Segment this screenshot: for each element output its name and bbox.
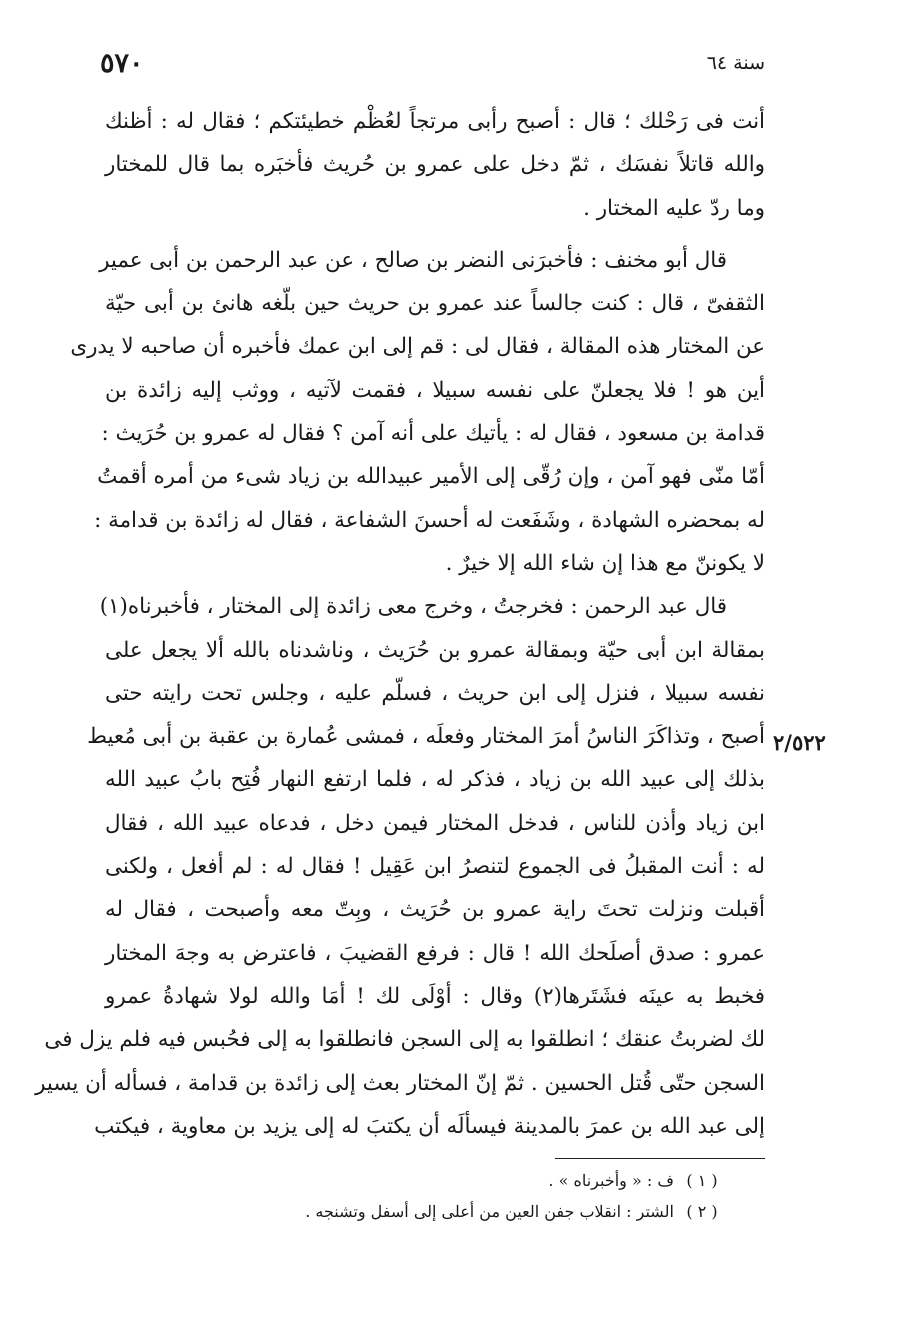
- footnote-2: [105, 1196, 725, 1227]
- text-line: الثقفىّ ، قال : كنت جالساً عند عمرو بن حريث حين بلّغه هانئ بن أبى حيّة: [105, 291, 765, 317]
- paragraph-3: [35, 585, 765, 1148]
- text-line: قدامة بن مسعود ، فقال له : يأتيك على أنه آمن ؟ فقال له عمرو بن حُرَيث :: [101, 421, 765, 447]
- text-line: ابن زياد وأذن للناس ، فدخل المختار فيمن دخل ، فدعاه عبيد الله ، فقال: [105, 810, 765, 836]
- text-line: أنت فى رَحْلك ؛ قال : أصبح رأبى مرتجاً لعُظْم خطيئتكم ؛ فقال له : أظنك: [105, 109, 765, 134]
- footnote-text: الشتر : انقلاب جفن العين من أعلى إلى أسفل وتشنجه .: [305, 1202, 674, 1221]
- text-line: أقبلت ونزلت تحتَ راية عمرو بن حُرَيث ، وبِتّ معه وأصبحت ، فقال له: [105, 897, 765, 923]
- text-line: أين هو ! فلا يجعلنّ على نفسه سبيلا ، فقمت لآتيه ، ووثب إليه زائدة بن: [105, 377, 765, 403]
- text-line: السجن حتّى قُتل الحسين . ثمّ إنّ المختار بعث إلى زائدة بن قدامة ، فسأله أن يسير: [35, 1070, 765, 1096]
- text-line: أمّا منّى فهو آمن ، وإن رُقّى إلى الأمير عبيدالله بن زياد شىء من أمره أقمتُ: [97, 464, 765, 490]
- text-line: لا يكوننّ مع هذا إن شاء الله إلا خيرٌ .: [445, 550, 765, 576]
- text-line: فخبط به عينَه فشَتَرها(٢) وقال : أوْلَى لك ! أمَا والله لولا شهادةُ عمرو: [105, 983, 765, 1009]
- text-line: قال عبد الرحمن : فخرجتُ ، وخرج معى زائدة إلى المختار ، فأخبرناه(١): [99, 594, 727, 620]
- text-line: بمقالة ابن أبى حيّة وبمقالة عمرو بن حُرَيث ، وناشدناه بالله ألا يجعل على: [105, 637, 765, 663]
- footnote-text: ف : « وأخبرناه » .: [548, 1171, 674, 1190]
- running-header: [100, 48, 765, 84]
- text-line: عن المختار هذه المقالة ، فقال لى : قم إلى ابن عمك فأخبره أن صاحبه لا يدرى: [70, 334, 765, 360]
- page-number: ٥٧٠: [100, 48, 144, 79]
- text-line: نفسه سبيلا ، فنزل إلى ابن حريث ، فسلّم عليه ، وجلس تحت رايته حتى: [105, 680, 765, 706]
- text-line: والله قاتلاً نفسَك ، ثمّ دخل على عمرو بن حُريث فأخبَره بما قال للمختار: [105, 152, 765, 178]
- paragraph-1: [105, 100, 765, 230]
- text-line: بذلك إلى عبيد الله بن زياد ، فذكر له ، فلما ارتفع النهار فُتِح بابُ عبيد الله: [105, 767, 765, 793]
- footnote-divider: [555, 1158, 765, 1159]
- footnote-number: ( ١ ): [686, 1171, 718, 1190]
- text-line: له : أنت المقبلُ فى الجموع لتنصرُ ابن عَقِيل ! فقال له : لم أفعل ، ولكنى: [105, 854, 765, 880]
- text-line: أصبح ، وتذاكَرَ الناسُ أمرَ المختار وفعلَه ، فمشى عُمارة بن عقبة بن أبى مُعيط: [87, 724, 765, 750]
- running-title-year: سنة ٦٤: [706, 52, 765, 74]
- footnote-1: [105, 1165, 725, 1196]
- text-line: لك لضربتُ عنقك ؛ انطلقوا به إلى السجن فانطلقوا به إلى فحُبس فيه فلم يزل فى: [44, 1027, 765, 1053]
- footnote-number: ( ٢ ): [686, 1202, 718, 1221]
- text-line: قال أبو مخنف : فأخبرَنى النضر بن صالح ، عن عبد الرحمن بن أبى عمير: [99, 247, 727, 273]
- main-text: [35, 100, 765, 1148]
- text-line: عمرو : صدق أصلَحك الله ! قال : فرفع القضيبَ ، فاعترض به وجهَ المختار: [105, 940, 765, 966]
- footnotes: [105, 1165, 725, 1227]
- margin-reference: ٢/٥٢٢: [773, 730, 826, 755]
- text-line: وما ردّ عليه المختار .: [583, 195, 765, 221]
- text-line: له بمحضره الشهادة ، وشَفَعت له أحسنَ الشفاعة ، فقال له زائدة بن قدامة :: [94, 507, 765, 533]
- paragraph-2: [70, 239, 765, 585]
- text-line: إلى عبد الله بن عمرَ بالمدينة فيسألَه أن يكتبَ له إلى يزيد بن معاوية ، فيكتب: [94, 1113, 765, 1139]
